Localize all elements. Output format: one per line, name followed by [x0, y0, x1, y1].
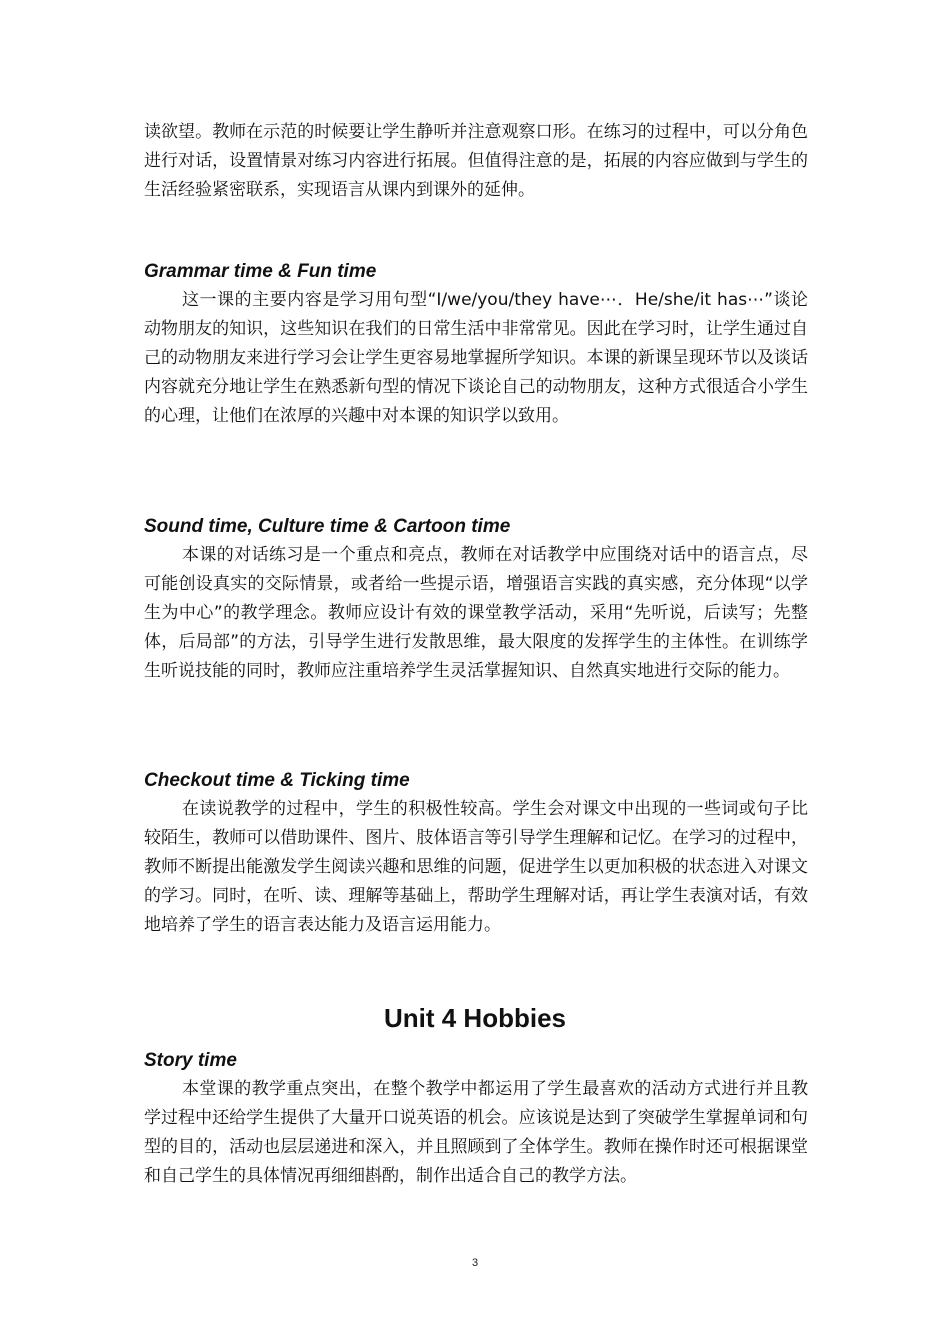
section-body-sound: 本课的对话练习是一个重点和亮点，教师在对话教学中应围绕对话中的语言点，尽可能创设真实的交际情景，或者给一些提示语，增强语言实践的真实感，充分体现“以学生为中心”的教学理念。教师应设计有效的课堂教学活动，采用“先听说，后读写；先整体，后局部”的方法，引导学生进行发散思维，最大限度的发挥学生的主体性。在训练学生听说技能的同时，教师应注重培养学生灵活掌握知识、自然真实地进行交际的能力。	[144, 545, 808, 681]
section-heading-grammar: Grammar time & Fun time	[144, 261, 377, 282]
section-body-grammar: 这一课的主要内容是学习用句型“I/we/you/they have⋯．He/she/it has⋯”谈论动物朋友的知识，这些知识在我们的日常生活中非常常见。因此在学习时，让学生通过自己的动物朋友来进行学习会让学生更容易地掌握所学知识。本课的新课呈现环节以及谈话内容就充分地让学生在熟悉新句型的情况下谈论自己的动物朋友，这种方式很适合小学生的心理，让他们在浓厚的兴趣中对本课的知识学以致用。	[144, 290, 808, 426]
unit-title: Unit 4 Hobbies	[383, 1003, 566, 1033]
intro-paragraph: 读欲望。教师在示范的时候要让学生静听并注意观察口形。在练习的过程中，可以分角色进行对话，设置情景对练习内容进行拓展。但值得注意的是，拓展的内容应做到与学生的生活经验紧密联系，实现语言从课内到课外的延伸。	[144, 122, 808, 200]
section-body-story: 本堂课的教学重点突出，在整个教学中都运用了学生最喜欢的活动方式进行并且教学过程中还给学生提供了大量开口说英语的机会。应该说是达到了突破学生掌握单词和句型的目的，活动也层层递进和深入，并且照顾到了全体学生。教师在操作时还可根据课堂和自己学生的具体情况再细细斟酌，制作出适合自己的教学方法。	[144, 1079, 808, 1186]
section-heading-checkout: Checkout time & Ticking time	[144, 770, 410, 791]
page-number: 3	[471, 1257, 479, 1269]
section-heading-story: Story time	[144, 1050, 237, 1071]
section-body-checkout: 在读说教学的过程中，学生的积极性较高。学生会对课文中出现的一些词或句子比较陌生，教师可以借助课件、图片、肢体语言等引导学生理解和记忆。在学习的过程中，教师不断提出能激发学生阅读兴趣和思维的问题，促进学生以更加积极的状态进入对课文的学习。同时，在听、读、理解等基础上，帮助学生理解对话，再让学生表演对话，有效地培养了学生的语言表达能力及语言运用能力。	[144, 799, 808, 935]
section-heading-sound: Sound time, Culture time & Cartoon time	[144, 516, 511, 537]
